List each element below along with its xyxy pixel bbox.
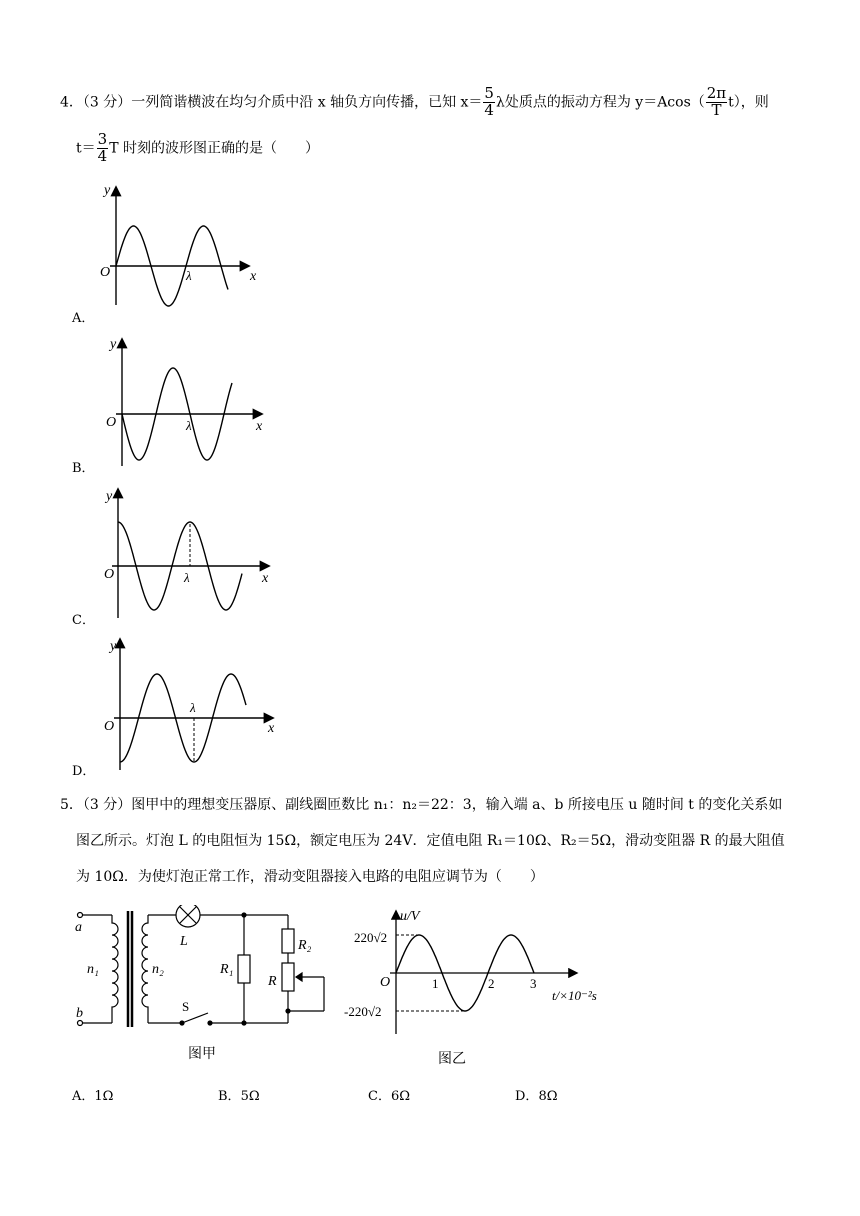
y-axis-label: y <box>110 337 117 352</box>
choice-b[interactable] <box>218 1085 260 1104</box>
choice-c[interactable] <box>368 1085 410 1104</box>
option-c-label: C． <box>72 613 95 628</box>
primary-coil <box>112 915 118 1023</box>
wave-graph-a <box>90 180 290 310</box>
choice-text: 8Ω <box>538 1089 558 1104</box>
lamp-icon <box>176 905 200 927</box>
fraction-denominator: 4 <box>484 100 494 119</box>
q5-number: 5． <box>60 797 83 813</box>
choice-d[interactable] <box>515 1085 558 1104</box>
q5-stem-line2: 图乙所示。灯泡 L 的电阻恒为 15Ω，额定电压为 24V．定值电阻 R₁＝10Ω、R₂＝5Ω，滑动变阻器 R 的最大阻值 <box>76 833 785 849</box>
q4-stem-c: t），则 <box>728 94 769 111</box>
switch-label: S <box>182 999 190 1014</box>
option-a-label: A． <box>72 311 95 326</box>
terminal-a <box>78 913 83 918</box>
q4-stem-line1 <box>60 86 769 119</box>
choice-text: 1Ω <box>94 1089 114 1104</box>
choice-label: B． <box>218 1089 241 1104</box>
q4-stem-line2 <box>76 132 319 165</box>
secondary-coil <box>142 915 148 1023</box>
origin-label: O <box>106 415 117 430</box>
option-b-label: B． <box>72 461 95 476</box>
q4-number: 4． <box>60 94 83 111</box>
fraction-numerator: 3 <box>97 130 108 148</box>
circuit-caption: 图甲 <box>188 1046 216 1062</box>
terminal-b <box>78 1021 83 1026</box>
choice-a[interactable] <box>72 1085 113 1104</box>
tick-2: 2 <box>488 976 495 991</box>
y-axis-label: y <box>110 639 117 654</box>
choice-label: D． <box>515 1089 539 1104</box>
rheostat-r <box>282 963 294 991</box>
r2-label: R₂ <box>298 938 312 953</box>
lambda-label: λ <box>186 268 192 283</box>
q5-score: （3 分） <box>82 797 132 813</box>
fraction-numerator: 5 <box>484 84 494 102</box>
lamp-label: L <box>180 934 188 949</box>
y-axis-label: y <box>104 183 111 198</box>
graph-caption: 图乙 <box>438 1051 466 1067</box>
wave-graph-b <box>96 332 296 472</box>
q4-stem-a: 一列简谐横波在均匀介质中沿 x 轴负方向传播，已知 x＝ <box>131 94 483 111</box>
t-axis-label: t/×10⁻²s <box>552 988 597 1003</box>
ymax-label: 220√2 <box>354 930 388 945</box>
wave-graph-d <box>98 634 298 774</box>
resistor-r2 <box>282 929 294 953</box>
lambda-label: λ <box>186 418 192 433</box>
origin-label: O <box>104 567 115 582</box>
u-axis-label: u/V <box>400 909 420 924</box>
terminal-a-label: a <box>75 920 82 935</box>
fraction-2pi-T <box>706 86 727 119</box>
x-axis-label: x <box>250 269 257 284</box>
origin-label: O <box>104 719 115 734</box>
fraction-denominator: 4 <box>97 146 108 165</box>
n1-label: n₁ <box>87 962 99 977</box>
voltage-graph <box>340 906 630 1036</box>
choice-text: 5Ω <box>240 1089 260 1104</box>
x-axis-label: x <box>256 419 263 434</box>
wave-graph-c <box>96 484 296 624</box>
x-axis-label: x <box>262 571 269 586</box>
fraction-denominator: T <box>711 100 722 119</box>
q4-score: （3 分） <box>82 94 132 111</box>
circuit-diagram <box>70 905 340 1035</box>
origin-label: O <box>100 265 111 280</box>
switch-icon <box>182 1013 208 1023</box>
x-axis-label: x <box>268 721 275 736</box>
y-axis-label: y <box>106 489 113 504</box>
r-label: R <box>268 974 277 989</box>
choice-text: 6Ω <box>390 1089 411 1104</box>
q5-line1: 图甲中的理想变压器原、副线圈匝数比 n₁：n₂＝22：3，输入端 a、b 所接电压 u 随时间 t 的变化关系如 <box>131 797 783 813</box>
q4-stem-b: λ处质点的振动方程为 y＝Acos（ <box>495 94 705 111</box>
n2-label: n₂ <box>152 962 164 977</box>
choice-label: A． <box>72 1089 95 1104</box>
resistor-r1 <box>238 955 250 983</box>
fraction-5-4 <box>483 86 495 119</box>
option-d-label: D． <box>72 764 96 779</box>
q5-stem-line3: 为 10Ω．为使灯泡正常工作，滑动变阻器接入电路的电阻应调节为（ ） <box>76 869 544 885</box>
fraction-numerator: 2π <box>706 84 727 102</box>
tick-3: 3 <box>530 976 537 991</box>
r1-label: R₁ <box>220 962 234 977</box>
choice-label: C． <box>368 1089 391 1104</box>
origin-label: O <box>380 975 391 990</box>
lambda-label: λ <box>184 570 190 585</box>
ymin-label: -220√2 <box>344 1004 382 1019</box>
q4-line2-a: t＝ <box>76 140 96 157</box>
terminal-b-label: b <box>76 1006 83 1021</box>
q4-line2-b: T 时刻的波形图正确的是（ ） <box>109 140 319 157</box>
q5-stem-line1 <box>60 794 782 814</box>
lambda-label: λ <box>190 700 196 715</box>
tick-1: 1 <box>432 976 439 991</box>
fraction-3-4 <box>97 132 109 165</box>
